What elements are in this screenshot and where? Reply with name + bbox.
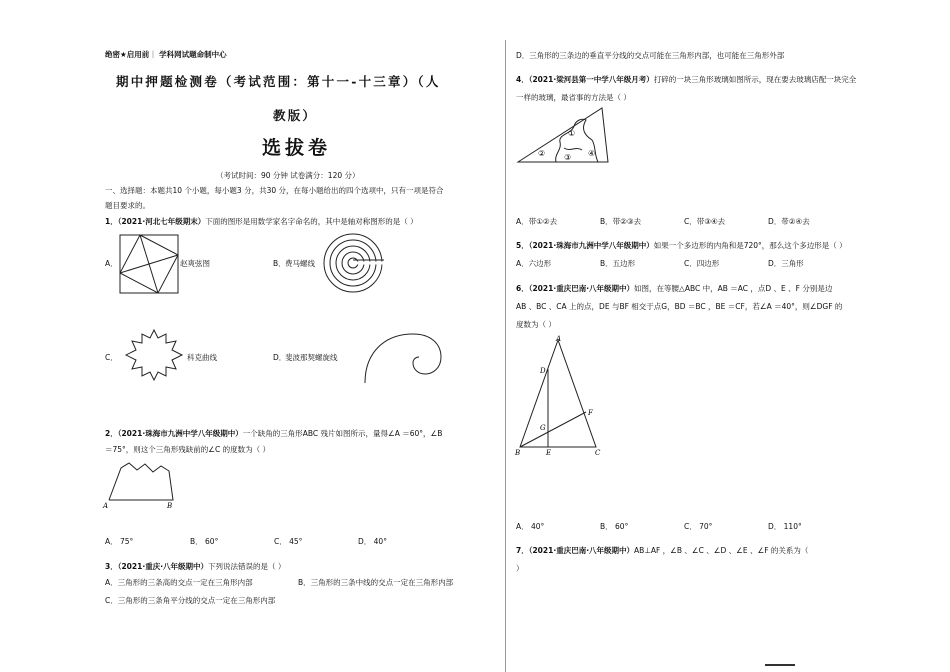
piece-label-1: ① [568, 129, 576, 138]
fig-label-a: A [103, 502, 109, 510]
piece-label-4: ④ [588, 149, 596, 158]
paper-subtitle: 选拔卷 [262, 137, 332, 159]
fig-label-b: B [167, 502, 173, 510]
source-label: 学科网试题命制中心 [159, 50, 227, 59]
broken-triangle-figure [103, 458, 183, 508]
q2-option-d[interactable]: D． 40° [358, 537, 387, 546]
column-divider [505, 40, 506, 672]
svg-text:A: A [556, 335, 562, 343]
q5-option-d[interactable]: D．三角形 [768, 259, 804, 268]
page-title-line2: 教版） [273, 108, 318, 123]
question-7-line1: 7．（2021·重庆巴南·八年级期中）AB⊥AF ，∠B 、∠C 、∠D 、∠E 、∠F 的关系为（ [516, 546, 809, 555]
question-5: 5．（2021·珠海市九洲中学八年级期中）如果一个多边形的内角和是720°，那么这个多边形是（ ） [516, 241, 847, 250]
section-intro-line2: 题目要求的。 [105, 201, 150, 210]
isosceles-triangle-figure [512, 332, 612, 456]
footer-mark [765, 664, 795, 666]
q5-option-a[interactable]: A．六边形 [516, 259, 552, 268]
exam-info: （考试时间：90 分钟 试卷满分：120 分） [216, 171, 360, 180]
q3-option-c[interactable]: C．三角形的三条角平分线的交点一定在三角形内部 [105, 596, 276, 605]
question-7-line2: ） [516, 564, 524, 573]
q6-option-b[interactable]: B． 60° [600, 522, 629, 531]
q1-option-a-letter[interactable]: A． [105, 259, 118, 268]
q4-option-c[interactable]: C．带③④去 [684, 217, 726, 226]
question-2-line1: 2．（2021·珠海市九洲中学八年级期中）一个缺角的三角形ABC 残片如图所示，量得∠A ＝60°，∠B [105, 429, 443, 438]
question-1: 1．（2021·河北七年级期末）下面的图形是用数学家名字命名的，其中是轴对称图形的是（ ） [105, 217, 418, 226]
page-title-line1: 期中押题检测卷（考试范围：第十一-十三章）（人 [116, 74, 441, 89]
q5-option-c[interactable]: C．四边形 [684, 259, 720, 268]
svg-text:C: C [595, 449, 601, 457]
svg-text:G: G [540, 424, 546, 432]
q1-option-b-name: 费马螺线 [285, 259, 315, 268]
fibonacci-spiral-icon [363, 330, 443, 385]
q4-option-d[interactable]: D．带②④去 [768, 217, 810, 226]
q4-option-a[interactable]: A．带①②去 [516, 217, 558, 226]
q1-option-d-letter[interactable]: D． [273, 353, 287, 362]
q6-option-c[interactable]: C． 70° [684, 522, 713, 531]
q3-option-b[interactable]: B．三角形的三条中线的交点一定在三角形内部 [298, 578, 454, 587]
question-6-line3: 度数为（ ） [516, 320, 556, 329]
q6-option-d[interactable]: D． 110° [768, 522, 802, 531]
q3-option-a[interactable]: A．三角形的三条高的交点一定在三角形内部 [105, 578, 253, 587]
question-3: 3．（2021·重庆·八年级期中）下列说法错误的是（ ） [105, 562, 286, 571]
question-6-line2: AB 、BC 、CA 上的点，DE 与BF 相交于点G，BD ＝BC ，BE ＝CF，若∠A ＝40°，则∠DGF 的 [516, 302, 843, 311]
svg-text:B: B [515, 449, 521, 457]
q1-option-a-name: 赵爽弦图 [180, 259, 210, 268]
q1-option-d-name: 斐波那契螺旋线 [285, 353, 338, 362]
q4-option-b[interactable]: B．带②③去 [600, 217, 642, 226]
q1-option-c-name: 科克曲线 [187, 353, 217, 362]
fermat-spiral-icon [322, 232, 384, 294]
section-intro-line1: 一、选择题：本题共10 个小题，每小题3 分，共30 分，在每小题给出的四个选项中，只有一项是符合 [105, 186, 444, 195]
broken-glass-figure [516, 104, 616, 166]
svg-text:E: E [546, 449, 552, 457]
q2-option-b[interactable]: B． 60° [190, 537, 219, 546]
q1-option-c-letter[interactable]: C． [105, 353, 118, 362]
question-6-line1: 6．（2021·重庆巴南·八年级期中）如图，在等腰△ABC 中，AB ＝AC ，点D 、E 、F 分别是边 [516, 284, 833, 293]
question-4-line2: 一样的玻璃，最省事的方法是（ ） [516, 93, 631, 102]
q2-option-c[interactable]: C． 45° [274, 537, 303, 546]
q6-option-a[interactable]: A． 40° [516, 522, 545, 531]
question-2-line2: ＝75°，则这个三角形残缺前的∠C 的度数为（ ） [105, 445, 271, 454]
zhao-shuang-diagram-icon [120, 235, 180, 295]
piece-label-3: ③ [564, 153, 572, 162]
q1-option-b-letter[interactable]: B． [273, 259, 286, 268]
header-line: 绝密★启用前｜ 学科网试题命制中心 [105, 50, 227, 59]
q5-option-b[interactable]: B．五边形 [600, 259, 636, 268]
q2-option-a[interactable]: A． 75° [105, 537, 134, 546]
svg-text:D: D [540, 367, 546, 375]
secret-label: 绝密★启用前 [105, 50, 150, 59]
question-4-line1: 4．（2021·梁河县第一中学八年级月考）打碎的一块三角形玻璃如图所示，现在要去玻璃店配一块完全 [516, 75, 857, 84]
piece-label-2: ② [538, 149, 546, 158]
q3-option-d[interactable]: D．三角形的三条边的垂直平分线的交点可能在三角形内部，也可能在三角形外部 [516, 51, 785, 60]
svg-text:F: F [588, 409, 593, 417]
koch-snowflake-icon [124, 328, 184, 382]
